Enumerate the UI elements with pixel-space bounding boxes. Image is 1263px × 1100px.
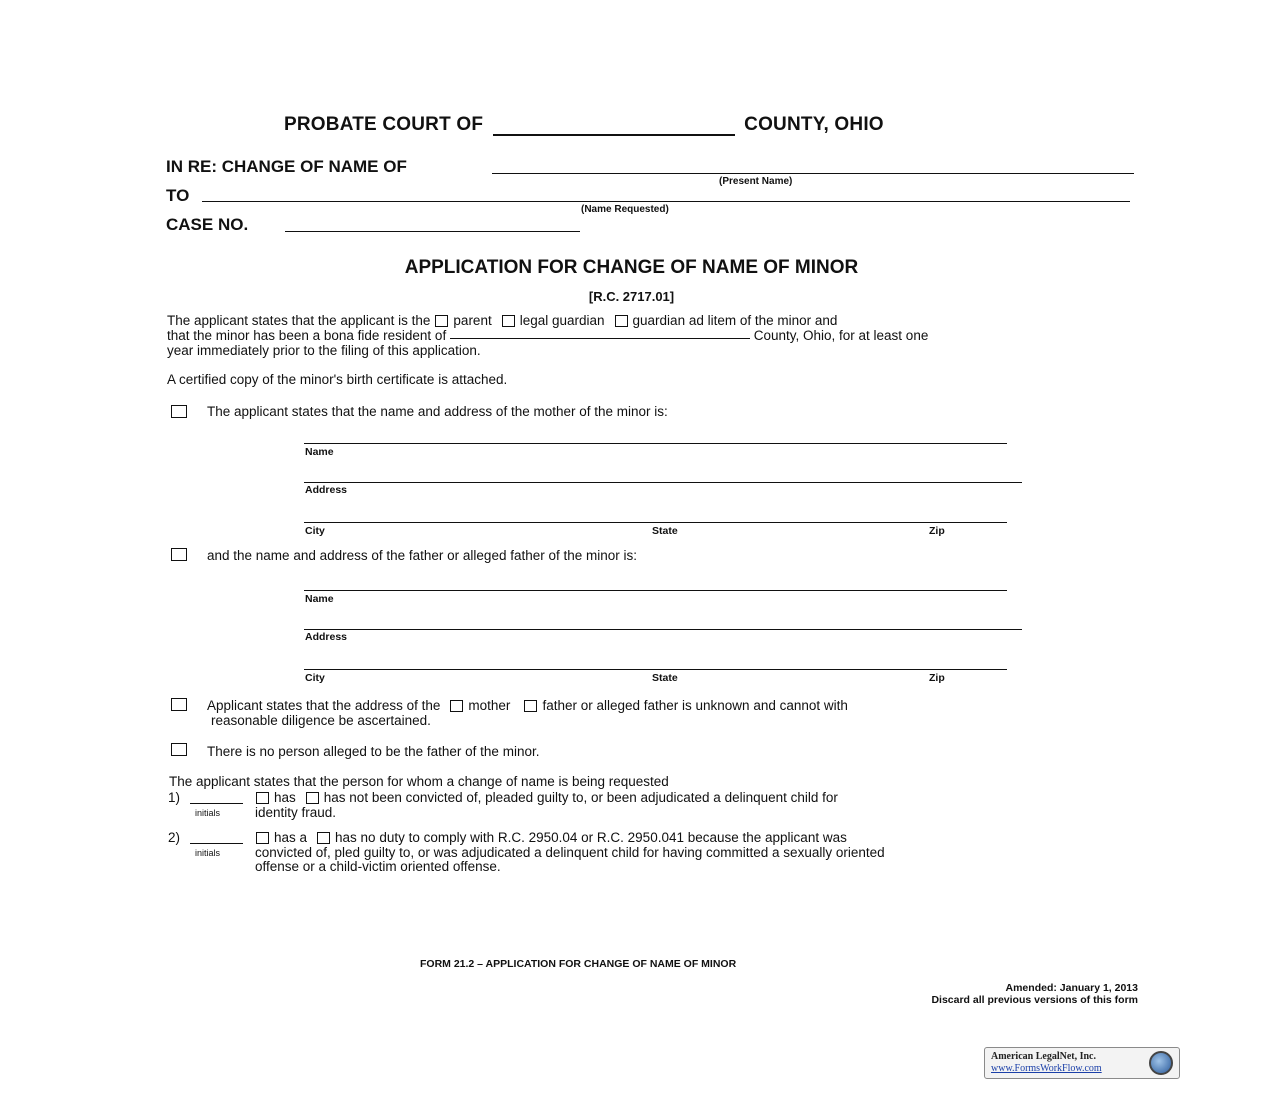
case-no-label: CASE NO. bbox=[166, 215, 249, 234]
father-city-label: City bbox=[305, 672, 325, 684]
father-name-field[interactable] bbox=[304, 590, 1007, 591]
father-city-state-zip-field[interactable] bbox=[304, 669, 1007, 670]
mother-zip-label: Zip bbox=[929, 525, 945, 537]
item-1-line-2: identity fraud. bbox=[255, 805, 337, 820]
residency-line-3: year immediately prior to the filing of this application. bbox=[167, 343, 481, 358]
mother-name-field[interactable] bbox=[304, 443, 1007, 444]
court-prefix: PROBATE COURT OF bbox=[284, 114, 484, 135]
gal-label: guardian ad litem of the minor and bbox=[632, 313, 838, 328]
to-label: TO bbox=[166, 186, 190, 205]
item-1-has-label: has bbox=[274, 790, 296, 805]
item-1-initials-caption: initials bbox=[195, 808, 221, 818]
residency-county-field[interactable] bbox=[450, 328, 750, 339]
father-address-field[interactable] bbox=[304, 629, 1022, 630]
unknown-mother-checkbox[interactable] bbox=[450, 700, 463, 712]
unknown-address-text: Applicant states that the address of the bbox=[207, 698, 441, 713]
birth-certificate-text: A certified copy of the minor's birth certificate is attached. bbox=[167, 372, 508, 387]
item-2-initials-caption: initials bbox=[195, 848, 221, 858]
item-2-number: 2) bbox=[168, 830, 181, 845]
court-suffix: COUNTY, OHIO bbox=[744, 114, 884, 135]
parent-label: parent bbox=[453, 313, 492, 328]
item-2-has-a-label: has a bbox=[274, 830, 308, 845]
father-zip-label: Zip bbox=[929, 672, 945, 684]
unknown-father-checkbox[interactable] bbox=[524, 700, 537, 712]
unknown-address-line bbox=[207, 698, 848, 713]
residency-line bbox=[167, 328, 928, 343]
mother-city-label: City bbox=[305, 525, 325, 537]
discard-notice: Discard all previous versions of this form bbox=[931, 994, 1138, 1006]
unknown-mother-label: mother bbox=[468, 698, 511, 713]
logo-company: American LegalNet, Inc. bbox=[991, 1051, 1096, 1062]
name-requested-caption: (Name Requested) bbox=[581, 204, 669, 215]
amended-date: Amended: January 1, 2013 bbox=[1005, 982, 1138, 994]
father-checkbox[interactable] bbox=[171, 548, 187, 561]
gal-checkbox[interactable] bbox=[615, 315, 628, 327]
parent-checkbox[interactable] bbox=[435, 315, 448, 327]
item-2-has-a-checkbox[interactable] bbox=[256, 832, 269, 844]
father-statement: and the name and address of the father or alleged father of the minor is: bbox=[207, 548, 638, 563]
item-1-has-not-checkbox[interactable] bbox=[306, 792, 319, 804]
no-father-checkbox[interactable] bbox=[171, 743, 187, 756]
present-name-field[interactable] bbox=[492, 173, 1134, 174]
in-re-label: IN RE: CHANGE OF NAME OF bbox=[166, 157, 407, 176]
item-2-line bbox=[250, 830, 847, 845]
item-1-text: has not been convicted of, pleaded guilty to, or been adjudicated a delinquent child for bbox=[323, 790, 838, 805]
item-2-line-3: offense or a child-victim oriented offense. bbox=[255, 859, 501, 874]
applicant-role-line bbox=[167, 313, 837, 328]
item-1-initials-field[interactable] bbox=[190, 803, 243, 804]
logo-url[interactable]: www.FormsWorkFlow.com bbox=[991, 1063, 1102, 1074]
mother-name-label: Name bbox=[305, 446, 334, 458]
globe-icon bbox=[1149, 1051, 1173, 1075]
item-2-initials-field[interactable] bbox=[190, 843, 243, 844]
item-2-text: has no duty to comply with R.C. 2950.04 or R.C. 2950.041 because the applicant was bbox=[335, 830, 847, 845]
father-name-label: Name bbox=[305, 593, 334, 605]
unknown-address-line-2: reasonable diligence be ascertained. bbox=[211, 713, 431, 728]
item-1-has-checkbox[interactable] bbox=[256, 792, 269, 804]
mother-state-label: State bbox=[652, 525, 678, 537]
american-legalnet-logo[interactable] bbox=[984, 1047, 1180, 1079]
mother-city-state-zip-field[interactable] bbox=[304, 522, 1007, 523]
mother-address-field[interactable] bbox=[304, 482, 1022, 483]
residency-text: that the minor has been a bona fide resident of bbox=[167, 328, 447, 343]
present-name-caption: (Present Name) bbox=[719, 176, 793, 187]
father-state-label: State bbox=[652, 672, 678, 684]
mother-statement: The applicant states that the name and address of the mother of the minor is: bbox=[207, 404, 668, 419]
case-no-field[interactable] bbox=[285, 231, 580, 232]
form-footer-title: FORM 21.2 – APPLICATION FOR CHANGE OF NAME OF MINOR bbox=[420, 958, 737, 970]
mother-address-label: Address bbox=[305, 484, 348, 496]
no-father-text: There is no person alleged to be the father of the minor. bbox=[207, 744, 540, 759]
legal-guardian-checkbox[interactable] bbox=[502, 315, 515, 327]
unknown-address-checkbox[interactable] bbox=[171, 698, 187, 711]
unknown-father-label: father or alleged father is unknown and cannot with bbox=[542, 698, 848, 713]
mother-checkbox[interactable] bbox=[171, 405, 187, 418]
court-heading bbox=[284, 114, 884, 136]
county-field[interactable] bbox=[493, 116, 735, 136]
item-1-line bbox=[250, 790, 838, 805]
person-intro-text: The applicant states that the person for whom a change of name is being requested bbox=[169, 774, 669, 789]
applicant-text: The applicant states that the applicant is the bbox=[167, 313, 431, 328]
item-1-number: 1) bbox=[168, 790, 181, 805]
name-requested-field[interactable] bbox=[202, 201, 1130, 202]
item-2-line-2: convicted of, pled guilty to, or was adjudicated a delinquent child for having committed a sexually oriented bbox=[255, 845, 885, 860]
legal-guardian-label: legal guardian bbox=[519, 313, 605, 328]
item-2-no-duty-checkbox[interactable] bbox=[317, 832, 330, 844]
father-address-label: Address bbox=[305, 631, 348, 643]
form-title: APPLICATION FOR CHANGE OF NAME OF MINOR bbox=[404, 257, 859, 278]
statute-reference: [R.C. 2717.01] bbox=[588, 289, 675, 304]
residency-text-end: County, Ohio, for at least one bbox=[753, 328, 929, 343]
